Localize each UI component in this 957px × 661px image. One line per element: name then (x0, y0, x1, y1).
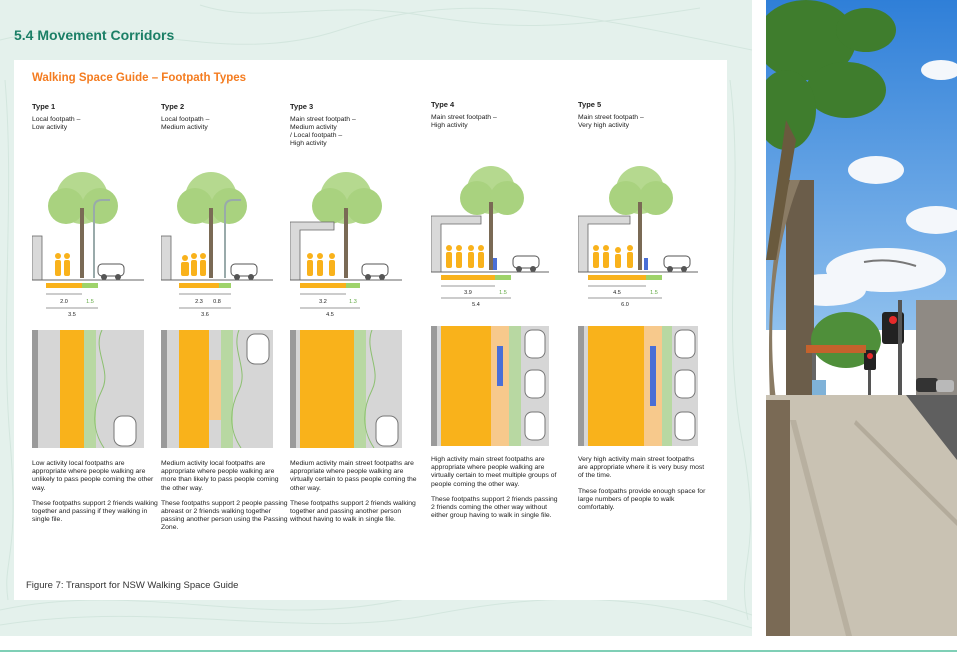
type-2-cross-section (161, 158, 273, 320)
type-4-column (431, 100, 559, 130)
description-text: Medium activity local footpaths are appropriate where people walking are more than likely to pass people coming the other way. (161, 460, 279, 492)
footpath-band (441, 275, 495, 280)
bench-icon (644, 258, 648, 270)
pedestrian-icon (55, 253, 70, 276)
verge-band (219, 283, 231, 288)
bench-icon (497, 346, 503, 386)
dimension-label: 2.3 (195, 299, 203, 305)
car-icon (513, 256, 539, 272)
type-4-description (431, 456, 559, 527)
type-1-column (32, 102, 160, 132)
type-subtitle: Local footpath – Medium activity (161, 116, 210, 131)
garden-bed-shape (766, 400, 790, 636)
type-title: Type 2 (161, 102, 185, 111)
dimension-label: 3.9 (464, 290, 472, 296)
type-subtitle: Main street footpath – Medium activity / Local footpath – High activity (290, 116, 356, 147)
dimension-label: 1.5 (499, 290, 507, 296)
type-1-plan-view (32, 330, 144, 448)
car-icon (664, 256, 690, 272)
footpath-band (46, 283, 82, 288)
dimension-label: 3.6 (201, 312, 209, 318)
description-text: Low activity local footpaths are appropriate where people walking are unlikely to pass people coming the other way. (32, 460, 154, 492)
type-5-cross-section (578, 158, 698, 318)
pedestrian-icon (593, 245, 633, 268)
dimension-label: 1.5 (650, 290, 658, 296)
footpath-band (588, 275, 646, 280)
description-text: These footpaths support 2 friends walking together and passing another person without having to walk in single file. (290, 499, 416, 524)
verge-band (495, 275, 511, 280)
figure-caption: Figure 7: Transport for NSW Walking Space Guide (26, 580, 239, 591)
verge-band (346, 283, 360, 288)
pedestrian-icon (446, 245, 484, 268)
type-1-cross-section (32, 158, 144, 320)
description-text: Very high activity main street footpaths are appropriate where it is very busy most of the time. (578, 456, 705, 480)
bus-shelter-shape (806, 345, 866, 353)
car-icon (525, 330, 545, 440)
type-3-description (290, 460, 418, 531)
type-subtitle: Main street footpath – Very high activity (578, 114, 644, 129)
type-3-cross-section (290, 158, 402, 320)
dimension-label: 1.5 (86, 299, 94, 305)
pedestrian-icon (181, 253, 206, 276)
car-icon (916, 378, 954, 392)
type-4-plan-view (431, 326, 549, 446)
type-2-description (161, 460, 289, 540)
type-5-column (578, 100, 706, 130)
gutter (752, 0, 766, 636)
car-icon (376, 416, 398, 446)
type-subtitle: Local footpath – Low activity (32, 116, 81, 131)
type-2-column (161, 102, 289, 132)
dimension-label: 2.0 (60, 299, 68, 305)
car-icon (247, 334, 269, 364)
building-wall (161, 236, 171, 280)
car-icon (98, 264, 124, 280)
building-wall (32, 236, 42, 280)
description-text: These footpaths provide enough space for large numbers of people to walk comfortably. (578, 487, 706, 512)
dimension-label: 3.5 (68, 312, 76, 318)
bench-icon (493, 258, 497, 270)
type-1-description (32, 460, 160, 531)
car-icon (231, 264, 257, 280)
dimension-label: 1.3 (349, 299, 357, 305)
type-5-description (578, 456, 706, 519)
type-subtitle: Main street footpath – High activity (431, 114, 497, 129)
dimension-label: 3.2 (319, 299, 327, 305)
type-4-cross-section (431, 158, 549, 318)
type-3-column (290, 102, 418, 148)
footpath-band (300, 283, 346, 288)
section-title: 5.4 Movement Corridors (14, 27, 175, 43)
car-icon (675, 330, 695, 440)
type-5-plan-view (578, 326, 698, 446)
verge-band (646, 275, 662, 280)
car-icon (362, 264, 388, 280)
dimension-label: 4.5 (326, 312, 334, 318)
description-text: High activity main street footpaths are appropriate where people walking are virtually certain to meet multiple groups of people coming the other way. (431, 456, 557, 488)
card-title: Walking Space Guide – Footpath Types (32, 72, 247, 84)
type-title: Type 3 (290, 102, 314, 111)
dimension-label: 6.0 (621, 302, 629, 308)
description-text: These footpaths support 2 friends walking together and passing if they walking in single file. (32, 499, 158, 524)
description-text: These footpaths support 2 people passing abreast or 2 friends walking together passing another person using the Passing Zone. (161, 499, 288, 532)
car-icon (114, 416, 136, 446)
type-title: Type 1 (32, 102, 56, 111)
type-3-plan-view (290, 330, 402, 448)
bench-icon (650, 346, 656, 406)
type-title: Type 5 (578, 100, 602, 109)
figure-card (14, 60, 727, 600)
dimension-label: 5.4 (472, 302, 480, 308)
type-2-plan-view (161, 330, 273, 448)
footpath-band (179, 283, 219, 288)
street-photo (766, 0, 957, 636)
type-title: Type 4 (431, 100, 455, 109)
dimension-label: 0.8 (213, 299, 221, 305)
pedestrian-icon (307, 253, 335, 276)
verge-band (82, 283, 98, 288)
footer-divider (0, 650, 957, 652)
description-text: Medium activity main street footpaths are appropriate where people walking are virtually certain to pass people coming the other way. (290, 460, 417, 492)
description-text: These footpaths support 2 friends passing 2 friends coming the other way without either group having to walk in single file. (431, 495, 558, 520)
dimension-label: 4.5 (613, 290, 621, 296)
